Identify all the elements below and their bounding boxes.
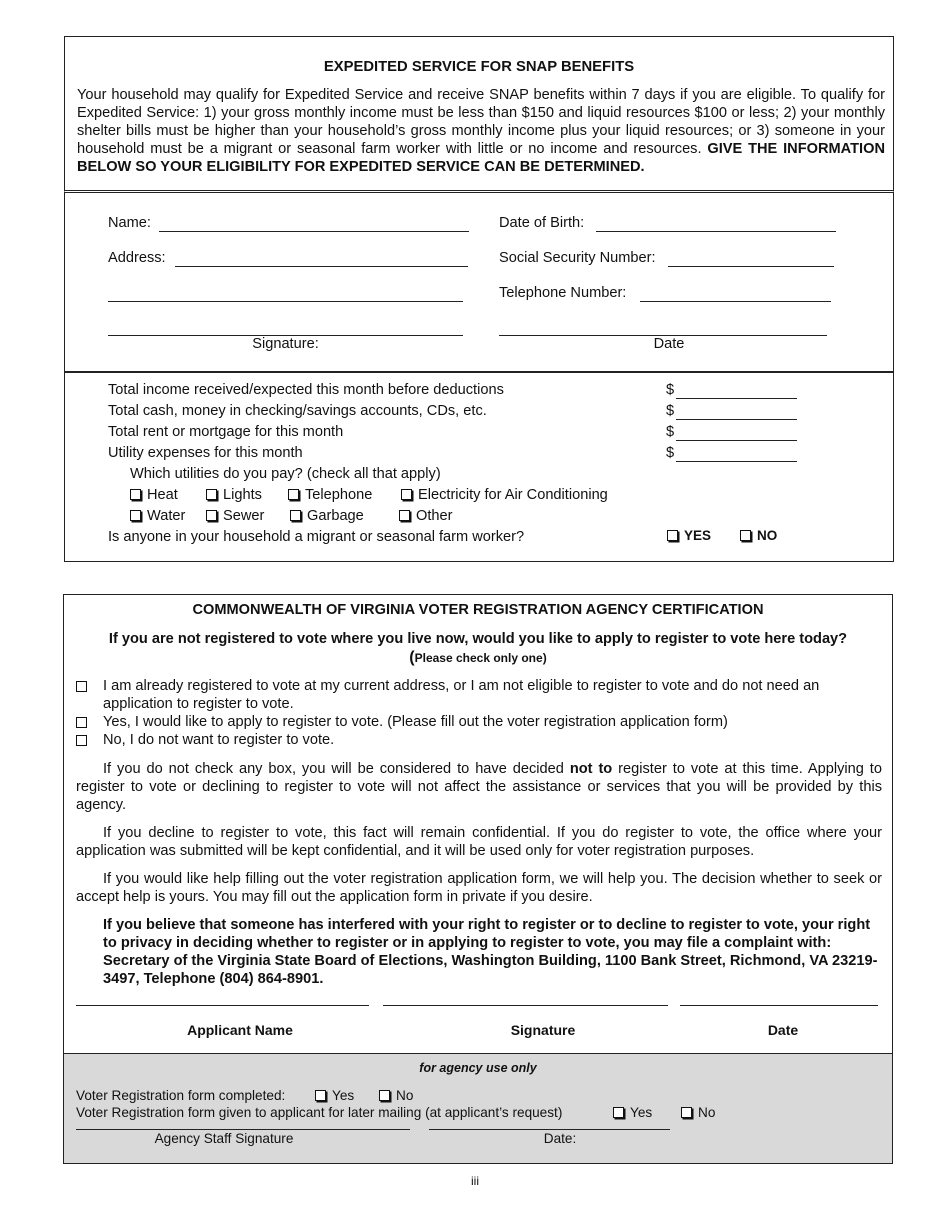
utility-heat-label: Heat — [147, 487, 178, 503]
ssn-label: Social Security Number: — [499, 250, 656, 266]
voter-box — [63, 594, 893, 1164]
voter-option-no[interactable] — [76, 731, 886, 749]
applicant-signature-field[interactable] — [383, 1005, 668, 1006]
voter-paragraph-confidential: If you decline to register to vote, this fact will remain confidential. If you do register to vote, the office where your application was submitted will be kept confidential, and it will be used only for voter registration purposes. — [76, 825, 882, 859]
checkbox-icon — [130, 510, 141, 521]
income-dollar-sign: $ — [666, 382, 675, 398]
utility-electricity-label: Electricity for Air Conditioning — [418, 487, 608, 503]
agency-form-given-label: Voter Registration form given to applicant for later mailing (at applicant’s request) — [76, 1105, 563, 1120]
applicant-name-label: Applicant Name — [187, 1022, 293, 1038]
utility-garbage-checkbox[interactable] — [290, 508, 364, 524]
voter-question: If you are not registered to vote where you live now, would you like to apply to register to vote here today? — [108, 631, 848, 647]
voter-title: COMMONWEALTH OF VIRGINIA VOTER REGISTRATION AGENCY CERTIFICATION — [192, 602, 764, 618]
applicant-signature-label: Signature — [510, 1022, 576, 1038]
agency-use-section — [64, 1053, 892, 1163]
agency-date-field[interactable] — [429, 1129, 670, 1130]
address-label: Address: — [108, 250, 166, 266]
utility-telephone-checkbox[interactable] — [288, 487, 372, 503]
rent-amount-field[interactable] — [676, 440, 797, 441]
utility-sewer-checkbox[interactable] — [206, 508, 264, 524]
utility-sewer-label: Sewer — [223, 508, 265, 524]
applicant-date-field[interactable] — [680, 1005, 878, 1006]
completed-yes-checkbox[interactable] — [315, 1088, 354, 1103]
cash-amount-field[interactable] — [676, 419, 797, 420]
snap-header-box — [64, 36, 894, 193]
date-label: Date — [653, 336, 685, 352]
agency-use-label: for agency use only — [419, 1061, 537, 1075]
snap-intro — [77, 86, 885, 176]
voter-check-one — [64, 649, 892, 667]
dob-label: Date of Birth: — [499, 215, 585, 231]
checkbox-icon — [130, 489, 141, 500]
migrant-no-checkbox[interactable] — [740, 528, 777, 543]
voter-option2-label: Yes, I would like to apply to register to vote. (Please fill out the voter registration application form) — [103, 714, 728, 730]
voter-option1-label: I am already registered to vote at my current address, or I am not eligible to register to vote and do not need an application to register to vote. — [103, 678, 820, 712]
snap-intro-bold: GIVE THE INFORMATION BELOW SO YOUR ELIGIBILITY FOR EXPEDITED SERVICE CAN BE DETERMINED. — [77, 141, 885, 175]
snap-questions-box — [64, 371, 894, 562]
dob-field[interactable] — [596, 231, 836, 232]
name-field[interactable] — [159, 231, 469, 232]
checkbox-icon — [206, 489, 217, 500]
utility-electricity-checkbox[interactable] — [401, 487, 608, 503]
migrant-yes-checkbox[interactable] — [667, 528, 711, 543]
voter-check-one-paren: ( — [409, 649, 415, 666]
utility-lights-checkbox[interactable] — [206, 487, 262, 503]
utility-water-label: Water — [147, 508, 186, 524]
utility-telephone-label: Telephone — [305, 487, 373, 503]
signature-label: Signature: — [252, 336, 319, 352]
phone-field[interactable] — [640, 301, 831, 302]
voter-paragraph-help: If you would like help filling out the voter registration application form, we will help you. The decision whether to seek or accept help is yours. You may fill out the application form in private if you desire. — [76, 871, 882, 905]
rent-dollar-sign: $ — [666, 424, 675, 440]
voter-option3-label: No, I do not want to register to vote. — [103, 732, 335, 748]
given-no-label: No — [698, 1105, 716, 1120]
voter-complaint-notice: If you believe that someone has interfered with your right to register or to decline to register to vote, your right to privacy in deciding whether to register or in applying to register to vote, you may file a complaint with: Secretary of the Virginia State Board of Elections, Washington Building, 1100 Bank Street, Richmond, VA 23219-3497, Telephone (804) 864-8901. — [103, 917, 878, 987]
applicant-date-label: Date — [767, 1022, 799, 1038]
checkbox-icon — [206, 510, 217, 521]
utility-lights-label: Lights — [223, 487, 262, 503]
migrant-no-label: NO — [757, 528, 778, 543]
given-yes-label: Yes — [630, 1105, 653, 1120]
given-yes-checkbox[interactable] — [613, 1105, 652, 1120]
snap-intro-text: Your household may qualify for Expedited Service and receive SNAP benefits within 7 days if you are eligible. To qualify for Expedited Service: 1) your gross monthly income must be less than $150 and liquid resources $100 or less; 2) your monthly shelter bills must be higher than your household’s gross monthly income plus your liquid resources; or 3) someone in your household must be a migrant or seasonal farm worker with little or no income and resources. — [77, 87, 885, 157]
utility-other-checkbox[interactable] — [399, 508, 453, 524]
checkbox-icon — [76, 681, 87, 692]
ssn-field[interactable] — [668, 266, 834, 267]
agency-staff-signature-field[interactable] — [76, 1129, 410, 1130]
voter-paragraph-no-check — [76, 760, 882, 814]
which-utilities-question: Which utilities do you pay? (check all that apply) — [130, 466, 441, 482]
voter-option-yes[interactable] — [76, 713, 886, 731]
checkbox-icon — [379, 1090, 390, 1101]
snap-info-box — [64, 193, 894, 373]
agency-date-label: Date: — [543, 1131, 577, 1146]
page-number: iii — [471, 1174, 479, 1188]
phone-label: Telephone Number: — [499, 285, 627, 301]
cash-question: Total cash, money in checking/savings accounts, CDs, etc. — [108, 403, 487, 419]
checkbox-icon — [667, 530, 678, 541]
migrant-question: Is anyone in your household a migrant or seasonal farm worker? — [108, 529, 525, 545]
utility-garbage-label: Garbage — [307, 508, 364, 524]
checkbox-icon — [76, 717, 87, 728]
utility-question: Utility expenses for this month — [108, 445, 303, 461]
address-field-line2[interactable] — [108, 301, 463, 302]
income-amount-field[interactable] — [676, 398, 797, 399]
voter-para1-b: not to — [569, 761, 613, 777]
utility-dollar-sign: $ — [666, 445, 675, 461]
rent-question: Total rent or mortgage for this month — [108, 424, 344, 440]
checkbox-icon — [401, 489, 412, 500]
applicant-name-field[interactable] — [76, 1005, 369, 1006]
checkbox-icon — [288, 489, 299, 500]
checkbox-icon — [613, 1107, 624, 1118]
utility-amount-field[interactable] — [676, 461, 797, 462]
agency-staff-signature-label: Agency Staff Signature — [154, 1131, 294, 1146]
completed-no-checkbox[interactable] — [379, 1088, 413, 1103]
income-question: Total income received/expected this month before deductions — [108, 382, 504, 398]
migrant-yes-label: YES — [684, 528, 712, 543]
given-no-checkbox[interactable] — [681, 1105, 715, 1120]
checkbox-icon — [399, 510, 410, 521]
completed-yes-label: Yes — [332, 1088, 355, 1103]
voter-para1-a: If you do not check any box, you will be considered to have decided — [103, 761, 570, 777]
agency-form-completed-label: Voter Registration form completed: — [76, 1088, 286, 1103]
snap-title: EXPEDITED SERVICE FOR SNAP BENEFITS — [323, 59, 635, 75]
utility-heat-checkbox[interactable] — [130, 487, 178, 503]
address-field[interactable] — [175, 266, 468, 267]
voter-para1-c: register to vote at this time. Applying to register to vote or declining to register to vote will not affect the assistance or services that you will be provided by this agency. — [76, 761, 882, 813]
name-label: Name: — [108, 215, 151, 231]
checkbox-icon — [315, 1090, 326, 1101]
checkbox-icon — [681, 1107, 692, 1118]
utility-other-label: Other — [416, 508, 453, 524]
completed-no-label: No — [396, 1088, 414, 1103]
checkbox-icon — [740, 530, 751, 541]
checkbox-icon — [290, 510, 301, 521]
utility-water-checkbox[interactable] — [130, 508, 185, 524]
voter-option-already-registered[interactable] — [76, 677, 886, 713]
voter-check-one-text: Please check only one) — [414, 651, 547, 665]
checkbox-icon — [76, 735, 87, 746]
cash-dollar-sign: $ — [666, 403, 675, 419]
